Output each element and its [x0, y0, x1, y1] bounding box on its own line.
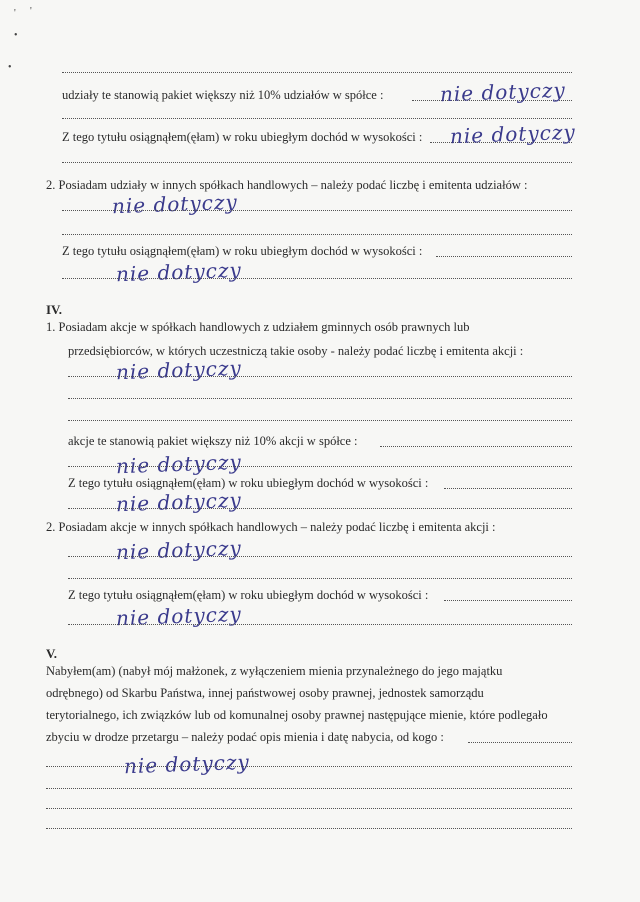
answer-line[interactable]: [68, 578, 572, 579]
answer-line[interactable]: [444, 600, 572, 601]
item-2-shares-label: 2. Posiadam udziały w innych spółkach handlowych – należy podać liczbę i emitenta udziałów :: [46, 178, 528, 192]
income-label: Z tego tytułu osiągnąłem(ęłam) w roku ubiegłym dochód w wysokości :: [62, 130, 423, 144]
handwritten-answer: nie dotyczy: [115, 535, 243, 565]
answer-line[interactable]: [68, 556, 572, 557]
answer-line[interactable]: [62, 234, 572, 235]
answer-line[interactable]: [68, 466, 572, 467]
answer-line[interactable]: [380, 446, 572, 447]
answer-line[interactable]: [46, 808, 572, 809]
income-label: Z tego tytułu osiągnąłem(ęłam) w roku ubiegłym dochód w wysokości :: [62, 244, 423, 258]
text-line: terytorialnego, ich związków lub od komunalnej osoby prawnej następujące mienie, które podlegało: [46, 708, 548, 722]
shares-over-10-label: udziały te stanowią pakiet większy niż 10% udziałów w spółce :: [62, 88, 384, 102]
section-v-text: [46, 664, 572, 744]
answer-line[interactable]: [62, 118, 572, 119]
handwritten-answer: nie dotyczy: [115, 257, 243, 287]
answer-line[interactable]: [62, 162, 572, 163]
answer-line[interactable]: [68, 508, 572, 509]
handwritten-answer: nie dotyczy: [115, 487, 243, 517]
handwritten-answer: nie dotyczy: [115, 449, 243, 479]
margin-mark: •: [8, 62, 12, 73]
answer-line[interactable]: [68, 376, 572, 377]
answer-line[interactable]: [46, 766, 572, 767]
section-heading: IV.: [46, 302, 63, 317]
handwritten-answer: nie dotyczy: [115, 601, 243, 631]
answer-line[interactable]: [62, 72, 572, 73]
margin-mark: ': [14, 8, 16, 19]
answer-line[interactable]: [436, 256, 572, 257]
answer-line[interactable]: [68, 420, 572, 421]
income-label: Z tego tytułu osiągnąłem(ęłam) w roku ubiegłym dochód w wysokości :: [68, 588, 429, 602]
text-line: zbyciu w drodze przetargu – należy podać opis mienia i datę nabycia, od kogo :: [46, 730, 444, 744]
answer-line[interactable]: [468, 742, 572, 743]
text-line: odrębnego) od Skarbu Państwa, innej państwowej osoby prawnej, jednostek samorządu: [46, 686, 484, 700]
handwritten-answer: nie dotyczy: [439, 77, 567, 107]
answer-line[interactable]: [62, 278, 572, 279]
handwritten-answer: nie dotyczy: [123, 749, 251, 779]
handwritten-answer: nie dotyczy: [449, 119, 577, 149]
margin-mark: ': [30, 6, 32, 17]
answer-line[interactable]: [444, 488, 572, 489]
answer-line[interactable]: [46, 788, 572, 789]
text-line: Nabyłem(am) (nabył mój małżonek, z wyłączeniem mienia przynależnego do jego majątku: [46, 664, 503, 678]
income-label: Z tego tytułu osiągnąłem(ęłam) w roku ubiegłym dochód w wysokości :: [68, 476, 429, 490]
handwritten-answer: nie dotyczy: [115, 355, 243, 385]
answer-line[interactable]: [68, 624, 572, 625]
section-heading: V.: [46, 646, 57, 661]
answer-line[interactable]: [68, 398, 572, 399]
item-1-shares-label: [46, 320, 572, 334]
item-2-shares-label: 2. Posiadam akcje w innych spółkach handlowych – należy podać liczbę i emitenta akcji :: [46, 520, 496, 534]
answer-line[interactable]: [62, 210, 572, 211]
answer-line[interactable]: [46, 828, 572, 829]
text-line: 1. Posiadam akcje w spółkach handlowych z udziałem gminnych osób prawnych lub: [46, 320, 470, 334]
margin-mark: •: [14, 30, 18, 41]
item-1-shares-label-2: przedsiębiorców, w których uczestniczą takie osoby - należy podać liczbę i emitenta akcji :: [68, 344, 524, 358]
handwritten-answer: nie dotyczy: [111, 189, 239, 219]
shares-over-10-label: akcje te stanowią pakiet większy niż 10% akcji w spółce :: [68, 434, 358, 448]
